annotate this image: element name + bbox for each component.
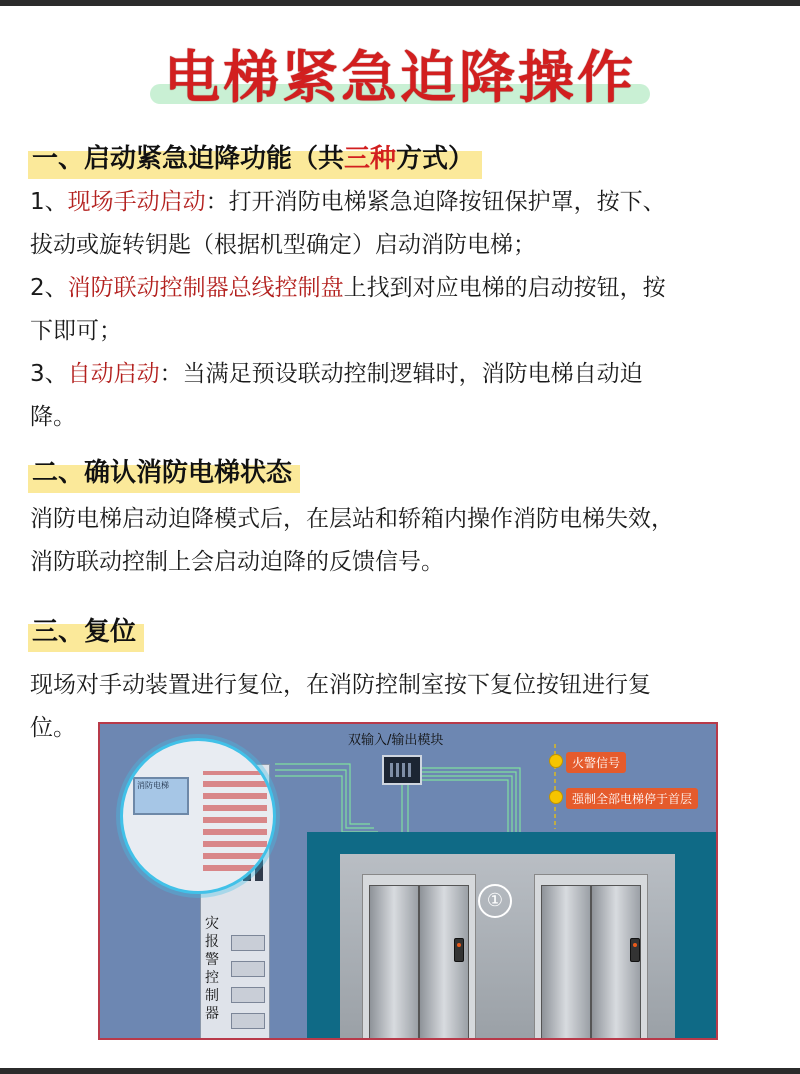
label-char: 器 <box>205 1006 219 1022</box>
elevator-door-left <box>541 885 591 1040</box>
item-text: ：打开消防电梯紧急迫降按钮保护罩，按下、 <box>205 189 666 215</box>
section3-line1: 现场对手动装置进行复位，在消防控制室按下复位按钮进行复 <box>30 672 651 698</box>
force-signal-tag: 强制全部电梯停于首层 <box>566 788 698 809</box>
title-area <box>0 22 800 112</box>
label-char: 灾 <box>205 916 219 932</box>
page-title: 电梯紧急迫降操作 <box>164 46 636 111</box>
section2-heading: 二、确认消防电梯状态 <box>28 453 300 493</box>
bottom-border <box>0 1068 800 1074</box>
call-button-icon <box>630 938 640 962</box>
item-number: 2、 <box>30 275 68 301</box>
elevator-illustration <box>98 722 718 1040</box>
force-signal-dot <box>549 790 563 804</box>
section1-item-3 <box>30 353 780 439</box>
module-label: 双输入/输出模块 <box>348 733 444 748</box>
section1-item-3-line1 <box>30 353 780 396</box>
controller-zoom-lens <box>120 738 276 894</box>
controller-slot <box>231 961 265 977</box>
section1-item-2 <box>30 267 780 353</box>
label-char: 警 <box>205 952 219 968</box>
item-number: 1、 <box>30 189 68 215</box>
section1-heading <box>28 139 482 179</box>
label-char: 制 <box>205 988 219 1004</box>
controller-slot <box>231 1013 265 1029</box>
label-char: 控 <box>205 970 219 986</box>
lcd-text: 消防电梯 <box>137 781 169 790</box>
controller-lcd <box>133 777 189 815</box>
section1-item-3-line2: 降。 <box>30 404 76 430</box>
item-keyword: 现场手动启动 <box>67 189 206 215</box>
item-text: ：当满足预设联动控制逻辑时，消防电梯自动迫 <box>159 361 643 387</box>
section1-item-1-line1 <box>30 181 780 224</box>
section3-heading: 三、复位 <box>28 612 144 652</box>
section1-heading-suffix: 方式） <box>396 144 475 174</box>
section1-item-1-line2: 拔动或旋转钥匙（根据机型确定）启动消防电梯； <box>30 232 536 258</box>
item-keyword: 自动启动 <box>67 361 160 387</box>
io-module-icon <box>382 755 422 785</box>
elevator-door-right <box>591 885 641 1040</box>
item-keyword: 消防联动控制器总线控制盘 <box>67 275 344 301</box>
section2-line1: 消防电梯启动迫降模式后，在层站和轿箱内操作消防电梯失效， <box>30 506 674 532</box>
item-number: 3、 <box>30 361 68 387</box>
controller-buttons <box>203 771 267 871</box>
elevator-door-left <box>369 885 419 1040</box>
section3-line2: 位。 <box>30 715 76 741</box>
call-button-icon <box>454 938 464 962</box>
section2-body <box>30 498 780 584</box>
section1-item-2-line2: 下即可； <box>30 318 122 344</box>
floor-number-badge: ① <box>478 884 512 918</box>
section1-item-2-line1 <box>30 267 780 310</box>
item-text: 上找到对应电梯的启动按钮，按 <box>343 275 666 301</box>
fire-signal-tag: 火警信号 <box>566 752 626 773</box>
section1-heading-highlight: 三种 <box>344 144 397 174</box>
controller-slot <box>231 987 265 1003</box>
section1-item-1 <box>30 181 780 267</box>
top-border <box>0 0 800 6</box>
controller-slot <box>231 935 265 951</box>
elevator-door-right <box>419 885 469 1040</box>
section2-line2: 消防联动控制上会启动迫降的反馈信号。 <box>30 549 444 575</box>
section1-heading-prefix: 一、启动紧急迫降功能（共 <box>32 144 345 174</box>
fire-signal-dot <box>549 754 563 768</box>
controller-label <box>203 915 221 1023</box>
label-char: 报 <box>205 934 219 950</box>
